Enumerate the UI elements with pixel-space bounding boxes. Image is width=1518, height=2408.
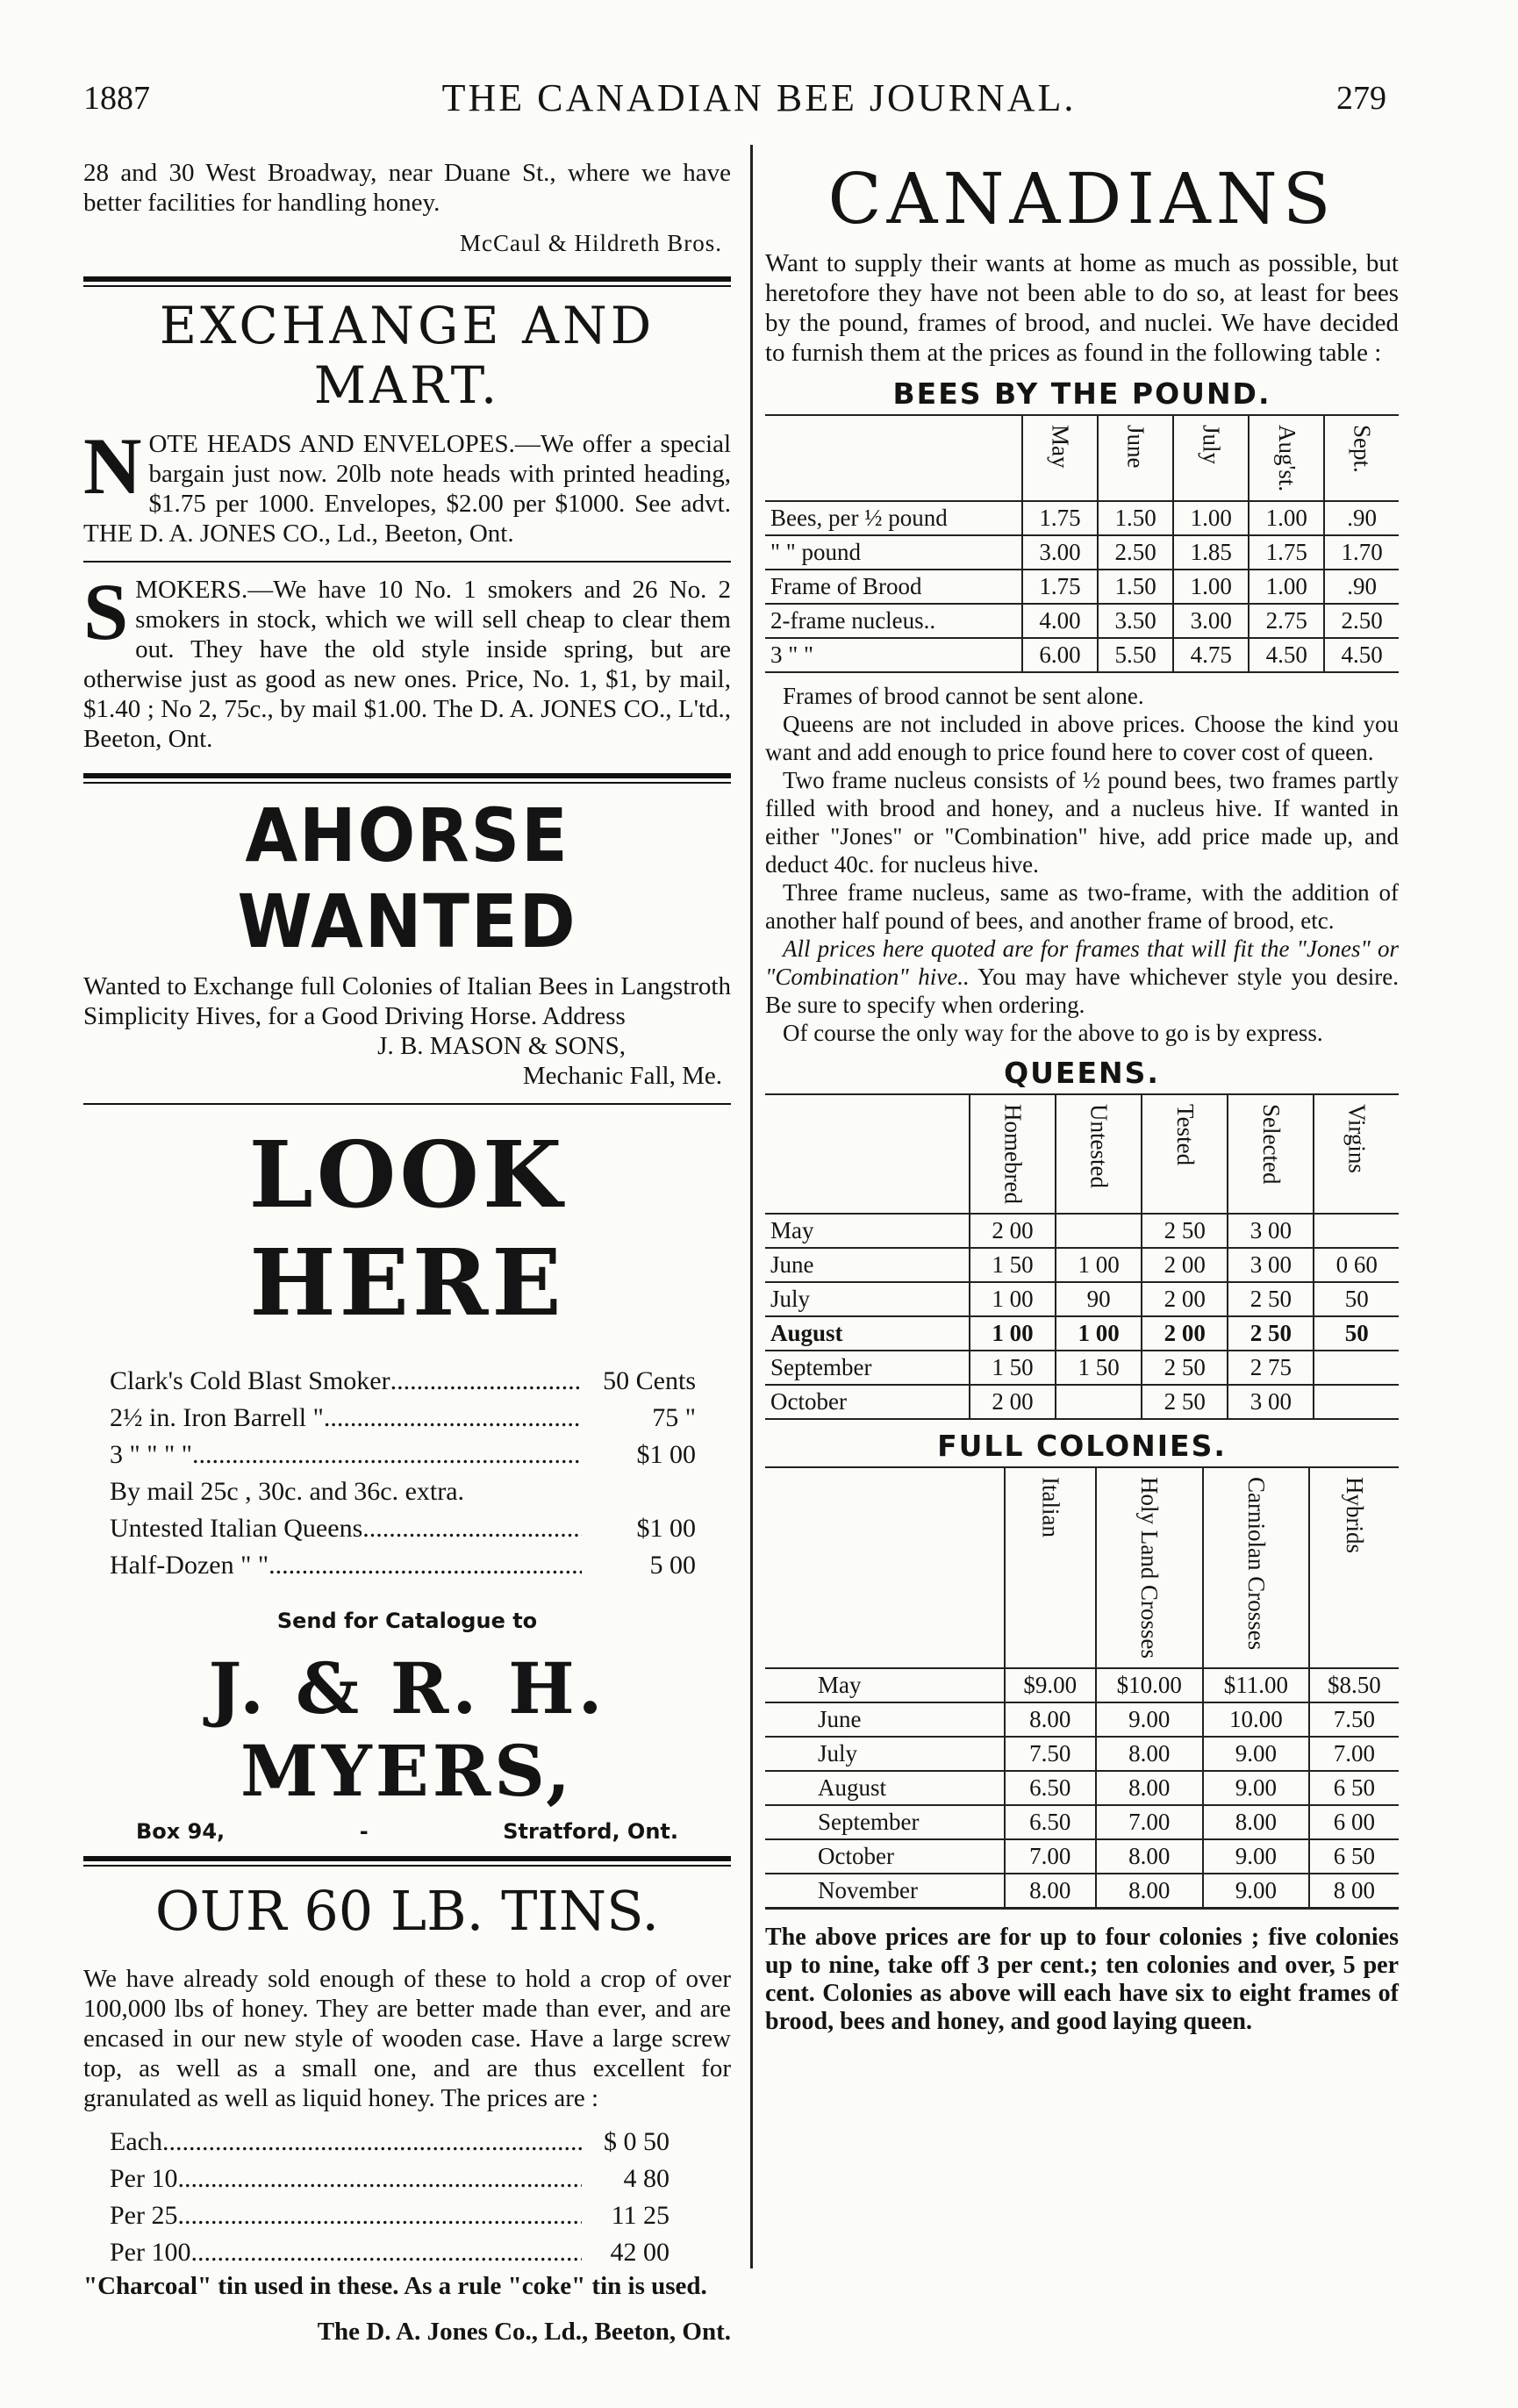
price-row: Per 100 ..... 42 00 (110, 2234, 669, 2271)
italic-note: All prices here quoted are for frames that will fit the "Jones" or "Combination" hive.. (765, 935, 1399, 991)
column-header: Carniolan Crosses (1203, 1467, 1309, 1668)
rule (83, 561, 731, 563)
horse-address: Mechanic Fall, Me. (522, 1062, 722, 1090)
note: Of course the only way for the above to go is by express. (783, 1020, 1323, 1047)
table-row: May $9.00 $10.00 $11.00 $8.50 (765, 1668, 1399, 1702)
column-header: Selected (1228, 1094, 1314, 1214)
table-header-row (765, 1094, 1399, 1214)
dropcap: N (83, 421, 142, 511)
table-row: Frame of Brood 1.75 1.50 1.00 1.00 .90 (765, 570, 1399, 604)
exchange-mart-heading: EXCHANGE AND MART. (159, 296, 655, 415)
note-heads-text: OTE HEADS AND ENVELOPES.—We offer a special bargain just now. 20lb note heads with printed heading, $1.75 per 1000. Envelopes, $2.00 per $1000. See advt. THE D. A. JONES CO., Ld., Beeton, Ont. (83, 430, 731, 548)
queens-table-title: QUEENS. (1004, 1056, 1160, 1091)
column-divider (750, 145, 753, 2268)
note-heads-ad (83, 421, 731, 548)
note-rest: You may have whichever style you desire. Be sure to specify when ordering. (765, 964, 1399, 1019)
note: Three frame nucleus, same as two-frame, with the addition of another half pound of bees, and another frame of brood, etc. (765, 879, 1399, 935)
table-row: August 6.50 8.00 9.00 6 50 (765, 1771, 1399, 1805)
myers-name: J. & R. H. MYERS, (208, 1647, 606, 1812)
note (765, 935, 1399, 1019)
horse-wanted-heading: AHORSE WANTED (237, 792, 577, 964)
price-row: Half-Dozen " " ..... 5 00 (110, 1547, 696, 1584)
column-header: July (1173, 415, 1249, 501)
tins-heading: OUR 60 LB. TINS. (154, 1879, 660, 1943)
table-row: September 1 50 1 50 2 50 2 75 (765, 1351, 1399, 1385)
column-header: Untested (1056, 1094, 1142, 1214)
column-header: Virgins (1314, 1094, 1399, 1214)
tins-text: We have already sold enough of these to hold a crop of over 100,000 lbs of honey. They are better made than ever, and are encased in our new style of wooden case. Have a large screw top, as well as a small one, and are thus excellent for granulated as well as liquid honey. The prices are : (83, 1965, 731, 2112)
tins-signature: The D. A. Jones Co., Ld., Beeton, Ont. (317, 2318, 731, 2346)
double-rule (83, 1856, 731, 1867)
myers-address (83, 1812, 731, 1844)
right-column (765, 158, 1399, 2036)
table-row: October 7.00 8.00 9.00 6 50 (765, 1839, 1399, 1874)
town: Stratford, Ont. (503, 1819, 678, 1844)
catalogue-note: Send for Catalogue to (276, 1609, 538, 1633)
column-header: Holy Land Crosses (1096, 1467, 1203, 1668)
bees-notes (765, 682, 1399, 1047)
journal-title: THE CANADIAN BEE JOURNAL. (441, 76, 1077, 119)
price-row: Each ..... $ 0 50 (110, 2124, 669, 2161)
table-row: November 8.00 8.00 9.00 8 00 (765, 1874, 1399, 1909)
horse-text: Wanted to Exchange full Colonies of Italian Bees in Langstroth Simplicity Hives, for a Good Driving Horse. Address (83, 972, 731, 1030)
double-rule (83, 276, 731, 287)
table-row: August 1 00 1 00 2 00 2 50 50 (765, 1316, 1399, 1351)
price-row: Clark's Cold Blast Smoker ..... 50 Cents (110, 1363, 696, 1400)
tins-price-list (83, 2113, 731, 2271)
double-rule (83, 773, 731, 784)
canadians-intro: Want to supply their wants at home as much as possible, but heretofore they have not been able to do so, at least for bees by the pound, frames of brood, and nuclei. We have decided to furnish them at the prices as found in the following table : (765, 249, 1399, 367)
table-row: September 6.50 7.00 8.00 6 00 (765, 1805, 1399, 1839)
note: Queens are not included in above prices. Choose the kind you want and add enough to price found here to cover cost of queen. (765, 711, 1399, 766)
queens-table (765, 1093, 1399, 1420)
price-row: Per 25 ..... 11 25 (110, 2197, 669, 2234)
colonies-table-title: FULL COLONIES. (937, 1429, 1227, 1464)
price-row: Per 10 ..... 4 80 (110, 2161, 669, 2197)
note: Frames of brood cannot be sent alone. (783, 683, 1144, 710)
page-number: 279 (1336, 80, 1386, 117)
table-row: October 2 00 2 50 3 00 (765, 1385, 1399, 1419)
table-row: " " pound 3.00 2.50 1.85 1.75 1.70 (765, 535, 1399, 570)
bees-table (765, 414, 1399, 673)
table-header-row (765, 1467, 1399, 1668)
intro-text: 28 and 30 West Broadway, near Duane St., where we have better facilities for handling honey. (83, 159, 731, 217)
smoker-price-list (83, 1363, 731, 1584)
by-mail-note: By mail 25c , 30c. and 36c. extra. (110, 1477, 465, 1506)
column-header: June (1098, 415, 1173, 501)
note: Two frame nucleus consists of ½ pound bees, two frames partly filled with brood and honey, and a nucleus hive. If wanted in either "Jones" or "Combination" hive, add price made up, and deduct 40c. for nucleus hive. (765, 767, 1399, 878)
table-row: 3 " " 6.00 5.50 4.75 4.50 4.50 (765, 638, 1399, 672)
table-row: June 8.00 9.00 10.00 7.50 (765, 1702, 1399, 1737)
charcoal-note: "Charcoal" tin used in these. As a rule "coke" tin is used. (83, 2272, 707, 2300)
table-header-row (765, 415, 1399, 501)
column-header: Hybrids (1309, 1467, 1399, 1668)
smokers-ad (83, 567, 731, 754)
table-row: 2-frame nucleus.. 4.00 3.50 3.00 2.75 2.50 (765, 604, 1399, 638)
page-header (0, 72, 1518, 133)
column-header: Homebred (970, 1094, 1056, 1214)
colonies-table (765, 1466, 1399, 1910)
look-here-heading: LOOK HERE (248, 1121, 566, 1337)
canadians-heading: CANADIANS (827, 158, 1336, 240)
intro-signature: McCaul & Hildreth Bros. (460, 230, 722, 256)
dropcap: S (83, 567, 129, 656)
price-row: 2½ in. Iron Barrell " ..... 75 " (110, 1400, 696, 1437)
horse-signature: J. B. MASON & SONS, (377, 1032, 626, 1060)
table-row: July 1 00 90 2 00 2 50 50 (765, 1282, 1399, 1316)
column-header: Tested (1142, 1094, 1228, 1214)
column-header: Sept. (1324, 415, 1399, 501)
price-row: 3 " " " " ..... $1 00 (110, 1437, 696, 1473)
bees-table-title: BEES BY THE POUND. (892, 376, 1271, 411)
smokers-text: MOKERS.—We have 10 No. 1 smokers and 26 No. 2 smokers in stock, which we will sell cheap to clear them out. They have the old style inside spring, but are otherwise just as good as new ones. Price, No. 1, $1, by mail, $1.40 ; No 2, 75c., by mail $1.00. The D. A. JONES CO., L'td., Beeton, Ont. (83, 576, 731, 753)
separator: - (359, 1819, 369, 1844)
table-row: Bees, per ½ pound 1.75 1.50 1.00 1.00 .90 (765, 501, 1399, 535)
table-row: June 1 50 1 00 2 00 3 00 0 60 (765, 1248, 1399, 1282)
rule (83, 1103, 731, 1105)
column-header: Aug'st. (1249, 415, 1324, 501)
price-row: Untested Italian Queens ..... $1 00 (110, 1510, 696, 1547)
table-row: May 2 00 2 50 3 00 (765, 1214, 1399, 1248)
column-header: Italian (1005, 1467, 1096, 1668)
box-number: Box 94, (136, 1819, 226, 1844)
colonies-footer: The above prices are for up to four colonies ; five colonies up to nine, take off 3 per cent.; ten colonies and over, 5 per cent. Colonies as above will each have six to eight frames of brood, bees and honey, and good laying queen. (765, 1924, 1399, 2036)
left-column (83, 158, 731, 2347)
column-header: May (1022, 415, 1098, 501)
table-row: July 7.50 8.00 9.00 7.00 (765, 1737, 1399, 1771)
header-year: 1887 (83, 80, 150, 117)
